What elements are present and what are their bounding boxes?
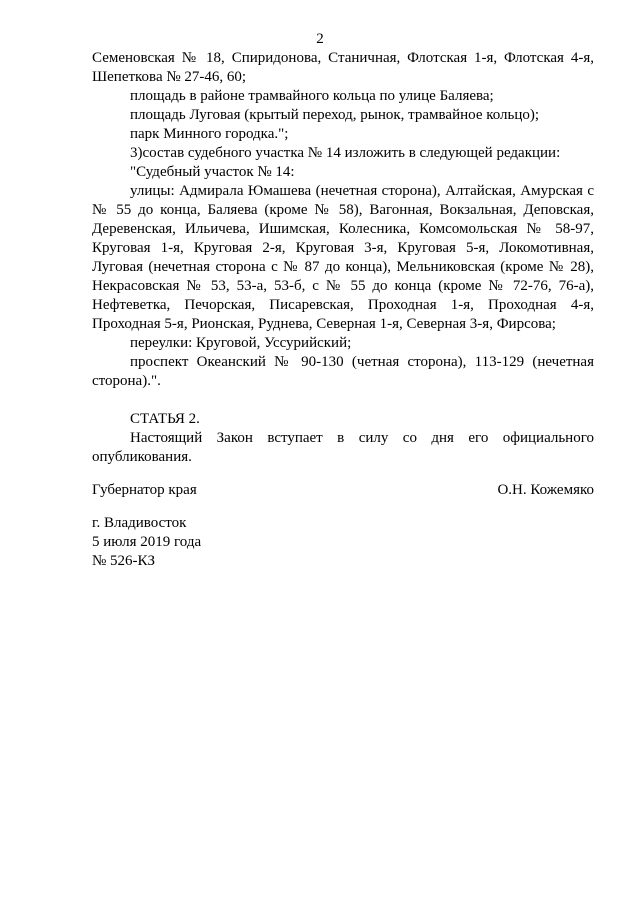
document-footer	[92, 514, 201, 571]
paragraph-tram-square: площадь в районе трамвайного кольца по улице Баляева;	[130, 88, 494, 104]
article-2-heading: СТАТЬЯ 2.	[130, 411, 200, 427]
paragraph-lanes: переулки: Круговой, Уссурийский;	[130, 335, 352, 351]
paragraph-streets-continuation: Семеновская № 18, Спиридонова, Станичная, Флотская 1-я, Флотская 4-я, Шепеткова № 27-46, 60;	[92, 50, 594, 85]
signatory-position: Губернатор края	[92, 482, 197, 498]
document-body	[92, 49, 594, 467]
paragraph-prospect: проспект Океанский № 90-130 (четная сторона), 113-129 (нечетная сторона).".	[92, 354, 594, 389]
signatory-name: О.Н. Кожемяко	[497, 482, 594, 498]
paragraph-court-section-14: "Судебный участок № 14:	[130, 164, 295, 180]
paragraph-streets-list: улицы: Адмирала Юмашева (нечетная сторона), Алтайская, Амурская с № 55 до конца, Баляева (кроме № 58), Вагонная, Вокзальная, Деповская, Деревенская, Ильичева, Ишимская, Колесника, Комсомольская № 58-97, Круговая 1-я, Круговая 2-я, Круговая 3-я, Круговая 5-я, Локомотивная, Луговая (нечетная сторона с № 87 до конца), Мельниковская (кроме № 28), Некрасовская № 53, 53-а, 53-б, с № 55 до конца (кроме № 72-76, 76-а), Нефтеветка, Печорская, Писаревская, Проходная 1-я, Проходная 4-я, Проходная 5-я, Рионская, Руднева, Северная 1-я, Северная 3-я, Фирсова;	[92, 183, 594, 332]
footer-law-number: № 526-КЗ	[92, 553, 156, 569]
paragraph-park: парк Минного городка.";	[130, 126, 289, 142]
article-2-text: Настоящий Закон вступает в силу со дня его официального опубликования.	[92, 430, 594, 465]
paragraph-item-3: 3)состав судебного участка № 14 изложить в следующей редакции:	[130, 145, 561, 161]
paragraph-spacer	[92, 391, 594, 410]
paragraph-lugovaya-square: площадь Луговая (крытый переход, рынок, трамвайное кольцо);	[130, 107, 540, 123]
signature-block	[92, 481, 594, 500]
footer-city: г. Владивосток	[92, 515, 187, 531]
footer-date: 5 июля 2019 года	[92, 534, 202, 550]
page-number: 2	[316, 31, 324, 47]
